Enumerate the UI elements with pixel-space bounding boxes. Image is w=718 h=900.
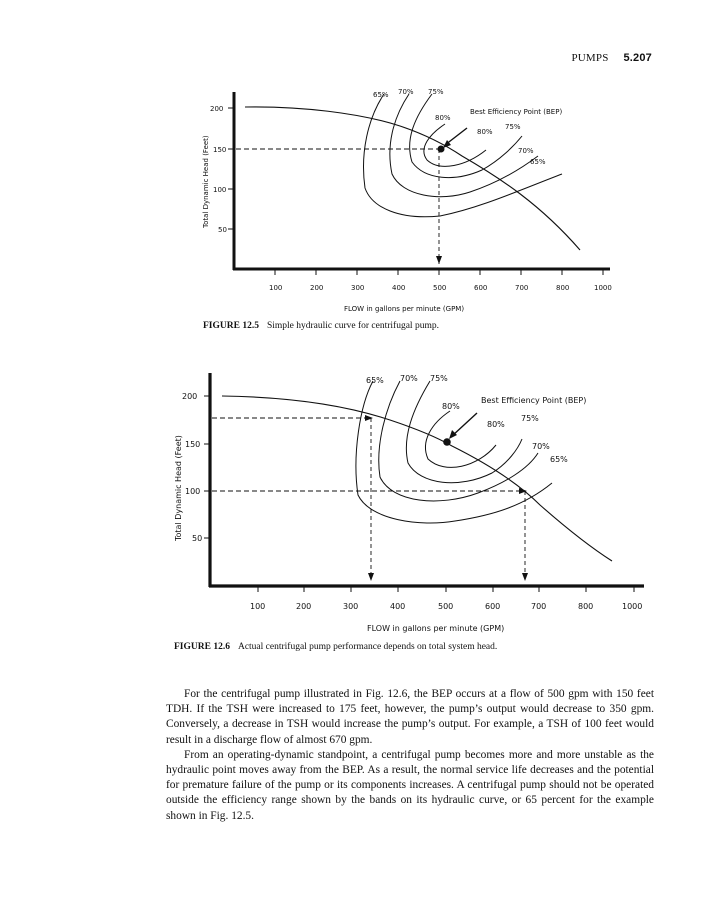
figure-12-5-chart <box>0 78 718 323</box>
running-head: PUMPS <box>571 52 609 64</box>
svg-text:400: 400 <box>392 284 406 292</box>
svg-text:400: 400 <box>390 602 406 611</box>
svg-text:800: 800 <box>578 602 594 611</box>
svg-text:700: 700 <box>515 284 529 292</box>
svg-text:500: 500 <box>433 284 447 292</box>
svg-text:80%: 80% <box>477 128 493 136</box>
caption-text: Actual centrifugal pump performance depends on total system head. <box>237 642 498 652</box>
svg-text:75%: 75% <box>428 88 444 96</box>
caption-text: Simple hydraulic curve for centrifugal pump. <box>266 321 439 331</box>
svg-text:600: 600 <box>474 284 488 292</box>
svg-text:300: 300 <box>351 284 365 292</box>
bep-marker <box>438 146 445 153</box>
svg-text:Total Dynamic Head (Feet): Total Dynamic Head (Feet) <box>202 135 210 228</box>
svg-text:65%: 65% <box>530 158 546 166</box>
pump-curve <box>222 396 612 561</box>
svg-text:70%: 70% <box>532 442 550 451</box>
figure-12-6-chart <box>0 365 718 637</box>
svg-text:100: 100 <box>250 602 266 611</box>
svg-text:150: 150 <box>185 440 201 449</box>
svg-text:70%: 70% <box>400 374 418 383</box>
svg-text:75%: 75% <box>521 414 539 423</box>
figure-12-5-caption <box>203 321 439 331</box>
svg-text:FLOW in gallons per minute (GP: FLOW in gallons per minute (GPM) <box>344 305 465 313</box>
svg-text:50: 50 <box>192 534 203 543</box>
body-text <box>166 687 654 824</box>
svg-text:75%: 75% <box>430 374 448 383</box>
svg-text:500: 500 <box>438 602 454 611</box>
svg-text:700: 700 <box>531 602 547 611</box>
svg-text:65%: 65% <box>373 91 389 99</box>
section-number: 5.207 <box>623 52 652 64</box>
svg-text:80%: 80% <box>487 420 505 429</box>
svg-text:200: 200 <box>296 602 312 611</box>
svg-text:200: 200 <box>182 392 198 401</box>
svg-text:Best Efficiency Point (BEP): Best Efficiency Point (BEP) <box>470 108 563 116</box>
svg-text:200: 200 <box>310 284 324 292</box>
svg-text:70%: 70% <box>398 88 414 96</box>
svg-text:600: 600 <box>485 602 501 611</box>
svg-text:75%: 75% <box>505 123 521 131</box>
paragraph: From an operating-dynamic standpoint, a centrifugal pump becomes more and more unstable as the hydraulic point moves away from the BEP. As a result, the normal service life decreases and the potential for premature failure of the pump or its components increases. A centrifugal pump should not be operated outside the efficiency range shown by the bands on its hydraulic curve, or 65 percent for the example shown in Fig. 12.5. <box>166 748 654 822</box>
svg-text:50: 50 <box>218 226 227 234</box>
svg-text:65%: 65% <box>550 455 568 464</box>
svg-text:65%: 65% <box>366 376 384 385</box>
svg-text:150: 150 <box>213 146 227 154</box>
svg-text:Total Dynamic Head (Feet): Total Dynamic Head (Feet) <box>174 435 183 541</box>
svg-text:1000: 1000 <box>622 602 643 611</box>
svg-text:80%: 80% <box>442 402 460 411</box>
svg-text:800: 800 <box>556 284 570 292</box>
svg-text:70%: 70% <box>518 147 534 155</box>
svg-text:100: 100 <box>213 186 227 194</box>
svg-text:100: 100 <box>185 487 201 496</box>
running-header <box>571 52 652 64</box>
svg-text:FLOW in gallons per minute (GP: FLOW in gallons per minute (GPM) <box>367 624 505 633</box>
caption-label: FIGURE 12.6 <box>174 642 230 652</box>
bep-marker <box>443 438 451 446</box>
svg-text:100: 100 <box>269 284 283 292</box>
caption-label: FIGURE 12.5 <box>203 321 259 331</box>
svg-text:80%: 80% <box>435 114 451 122</box>
paragraph: For the centrifugal pump illustrated in Fig. 12.6, the BEP occurs at a flow of 500 gpm with 150 feet TDH. If the TSH were increased to 175 feet, however, the pump’s output would decrease to 350 gpm. Conversely, a decrease in TSH would increase the pump’s output. For example, a TSH of 100 feet would result in a discharge flow of almost 670 gpm. <box>166 688 654 746</box>
svg-text:300: 300 <box>343 602 359 611</box>
svg-text:200: 200 <box>210 105 224 113</box>
svg-text:Best Efficiency Point (BEP): Best Efficiency Point (BEP) <box>481 396 587 405</box>
figure-12-6-caption <box>174 642 497 652</box>
svg-text:1000: 1000 <box>594 284 612 292</box>
efficiency-band-80 <box>425 411 496 467</box>
